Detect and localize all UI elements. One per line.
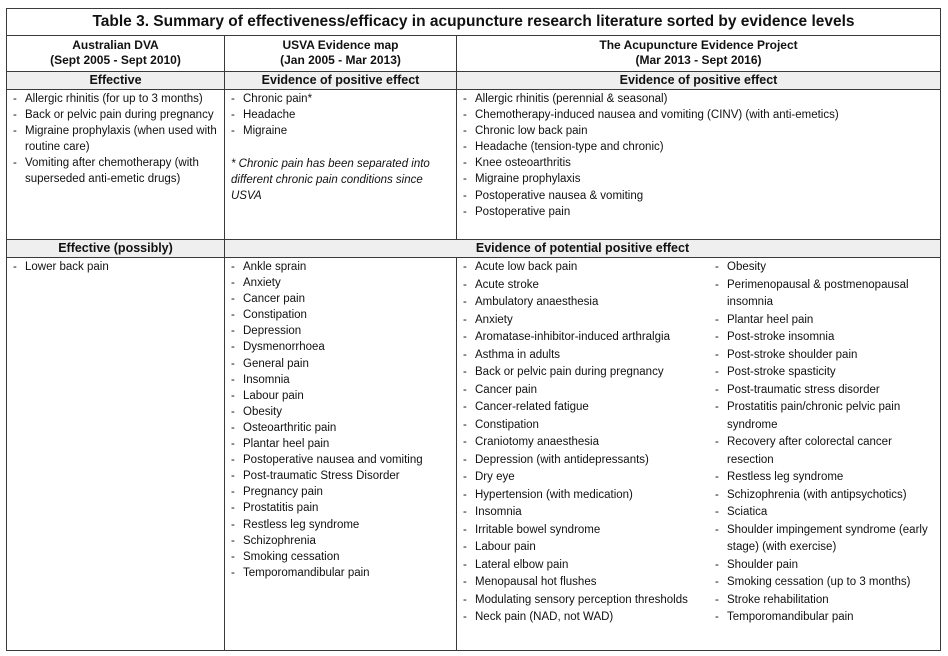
aep-positive-list xyxy=(457,90,940,221)
list-item: - Post-traumatic Stress Disorder xyxy=(231,468,452,484)
list-item: - Chronic pain* xyxy=(231,91,452,107)
aep-positive-cell xyxy=(457,90,941,240)
list-item: - Osteoarthritic pain xyxy=(231,420,452,436)
list-item: - Restless leg syndrome xyxy=(231,517,452,533)
list-item: - Obesity xyxy=(715,259,936,277)
column-header-name: The Acupuncture Evidence Project xyxy=(599,38,798,52)
list-item: - Schizophrenia xyxy=(231,533,452,549)
usva-positive-cell xyxy=(225,90,457,240)
list-item: - Depression (with antidepressants) xyxy=(463,452,705,470)
column-header-usva xyxy=(225,36,457,72)
list-item: - Shoulder impingement syndrome (early stage) (with exercise) xyxy=(715,522,936,557)
list-item: - Insomnia xyxy=(463,504,705,522)
aep-potential-cell xyxy=(457,258,941,651)
band-positive-effect-aep: Evidence of positive effect xyxy=(457,72,941,90)
list-item: - Schizophrenia (with antipsychotics) xyxy=(715,487,936,505)
usva-potential-list xyxy=(225,258,456,582)
column-header-aep xyxy=(457,36,941,72)
list-item: - Cancer-related fatigue xyxy=(463,399,705,417)
list-item: - Sciatica xyxy=(715,504,936,522)
list-item: - Chronic low back pain xyxy=(463,123,936,139)
dva-possibly-list xyxy=(7,258,224,276)
list-item: - Post-stroke insomnia xyxy=(715,329,936,347)
list-item: - Obesity xyxy=(231,404,452,420)
list-item: - Restless leg syndrome xyxy=(715,469,936,487)
list-item: - Headache (tension-type and chronic) xyxy=(463,139,936,155)
list-item: - Labour pain xyxy=(463,539,705,557)
list-item: - Lower back pain xyxy=(13,259,220,275)
aep-potential-columns xyxy=(457,258,940,628)
list-item: - Knee osteoarthritis xyxy=(463,155,936,171)
list-item: - Dry eye xyxy=(463,469,705,487)
list-item: - Ambulatory anaesthesia xyxy=(463,294,705,312)
list-item: - Post-stroke shoulder pain xyxy=(715,347,936,365)
list-item: - Pregnancy pain xyxy=(231,484,452,500)
list-item: - Menopausal hot flushes xyxy=(463,574,705,592)
list-item: - Chemotherapy-induced nausea and vomiting (CINV) (with anti-emetics) xyxy=(463,107,936,123)
list-item: - Perimenopausal & postmenopausal insomnia xyxy=(715,277,936,312)
list-item: - Plantar heel pain xyxy=(715,312,936,330)
band-effective-possibly: Effective (possibly) xyxy=(7,240,225,258)
list-item: - Insomnia xyxy=(231,372,452,388)
list-item: - Back or pelvic pain during pregnancy xyxy=(463,364,705,382)
list-item: - Irritable bowel syndrome xyxy=(463,522,705,540)
list-item: - Postoperative nausea & vomiting xyxy=(463,188,936,204)
list-item: - Post-traumatic stress disorder xyxy=(715,382,936,400)
list-item: - Allergic rhinitis (perennial & seasonal) xyxy=(463,91,936,107)
list-item: - Postoperative pain xyxy=(463,204,936,220)
list-item: - Plantar heel pain xyxy=(231,436,452,452)
list-item: - Temporomandibular pain xyxy=(715,609,936,627)
list-item: - Shoulder pain xyxy=(715,557,936,575)
list-item: - Recovery after colorectal cancer resection xyxy=(715,434,936,469)
band-effective: Effective xyxy=(7,72,225,90)
column-header-period: (Sept 2005 - Sept 2010) xyxy=(50,53,181,67)
list-item: - Asthma in adults xyxy=(463,347,705,365)
list-item: - General pain xyxy=(231,356,452,372)
evidence-table xyxy=(6,8,941,651)
list-item: - Modulating sensory perception thresholds xyxy=(463,592,705,610)
list-item: - Allergic rhinitis (for up to 3 months) xyxy=(13,91,220,107)
list-item: - Prostatitis pain/chronic pelvic pain syndrome xyxy=(715,399,936,434)
band-positive-effect-usva: Evidence of positive effect xyxy=(225,72,457,90)
list-item: - Constipation xyxy=(231,307,452,323)
list-item: - Anxiety xyxy=(463,312,705,330)
list-item: - Migraine prophylaxis xyxy=(463,171,936,187)
column-header-name: USVA Evidence map xyxy=(282,38,399,52)
list-item: - Ankle sprain xyxy=(231,259,452,275)
list-item: - Post-stroke spasticity xyxy=(715,364,936,382)
list-item: - Lateral elbow pain xyxy=(463,557,705,575)
list-item: - Temporomandibular pain xyxy=(231,565,452,581)
list-item: - Depression xyxy=(231,323,452,339)
list-item: - Smoking cessation xyxy=(231,549,452,565)
list-item: - Prostatitis pain xyxy=(231,500,452,516)
usva-positive-list xyxy=(225,90,456,140)
column-header-period: (Jan 2005 - Mar 2013) xyxy=(280,53,401,67)
aep-potential-list-right xyxy=(709,258,940,628)
list-item: - Smoking cessation (up to 3 months) xyxy=(715,574,936,592)
list-item: - Acute stroke xyxy=(463,277,705,295)
list-item: - Headache xyxy=(231,107,452,123)
list-item: - Acute low back pain xyxy=(463,259,705,277)
list-item: - Stroke rehabilitation xyxy=(715,592,936,610)
dva-effective-cell xyxy=(7,90,225,240)
band-potential-positive-effect: Evidence of potential positive effect xyxy=(225,240,941,258)
table-title: Table 3. Summary of effectiveness/efficacy in acupuncture research literature sorted by evidence levels xyxy=(7,9,941,36)
list-item: - Neck pain (NAD, not WAD) xyxy=(463,609,705,627)
list-item: - Dysmenorrhoea xyxy=(231,339,452,355)
list-item: - Cancer pain xyxy=(463,382,705,400)
column-header-dva xyxy=(7,36,225,72)
list-item: - Constipation xyxy=(463,417,705,435)
usva-footnote: * Chronic pain has been separated into different chronic pain conditions since USVA xyxy=(231,158,430,203)
dva-possibly-cell xyxy=(7,258,225,651)
document xyxy=(6,8,940,651)
column-header-name: Australian DVA xyxy=(72,38,159,52)
list-item: - Craniotomy anaesthesia xyxy=(463,434,705,452)
list-item: - Back or pelvic pain during pregnancy xyxy=(13,107,220,123)
usva-potential-cell xyxy=(225,258,457,651)
list-item: - Anxiety xyxy=(231,275,452,291)
list-item: - Hypertension (with medication) xyxy=(463,487,705,505)
list-item: - Migraine prophylaxis (when used with routine care) xyxy=(13,123,220,155)
column-header-period: (Mar 2013 - Sept 2016) xyxy=(635,53,762,67)
list-item: - Labour pain xyxy=(231,388,452,404)
dva-effective-list xyxy=(7,90,224,189)
list-item: - Postoperative nausea and vomiting xyxy=(231,452,452,468)
list-item: - Vomiting after chemotherapy (with superseded anti-emetic drugs) xyxy=(13,155,220,187)
list-item: - Cancer pain xyxy=(231,291,452,307)
aep-potential-list-left xyxy=(457,258,709,628)
list-item: - Migraine xyxy=(231,123,452,139)
list-item: - Aromatase-inhibitor-induced arthralgia xyxy=(463,329,705,347)
